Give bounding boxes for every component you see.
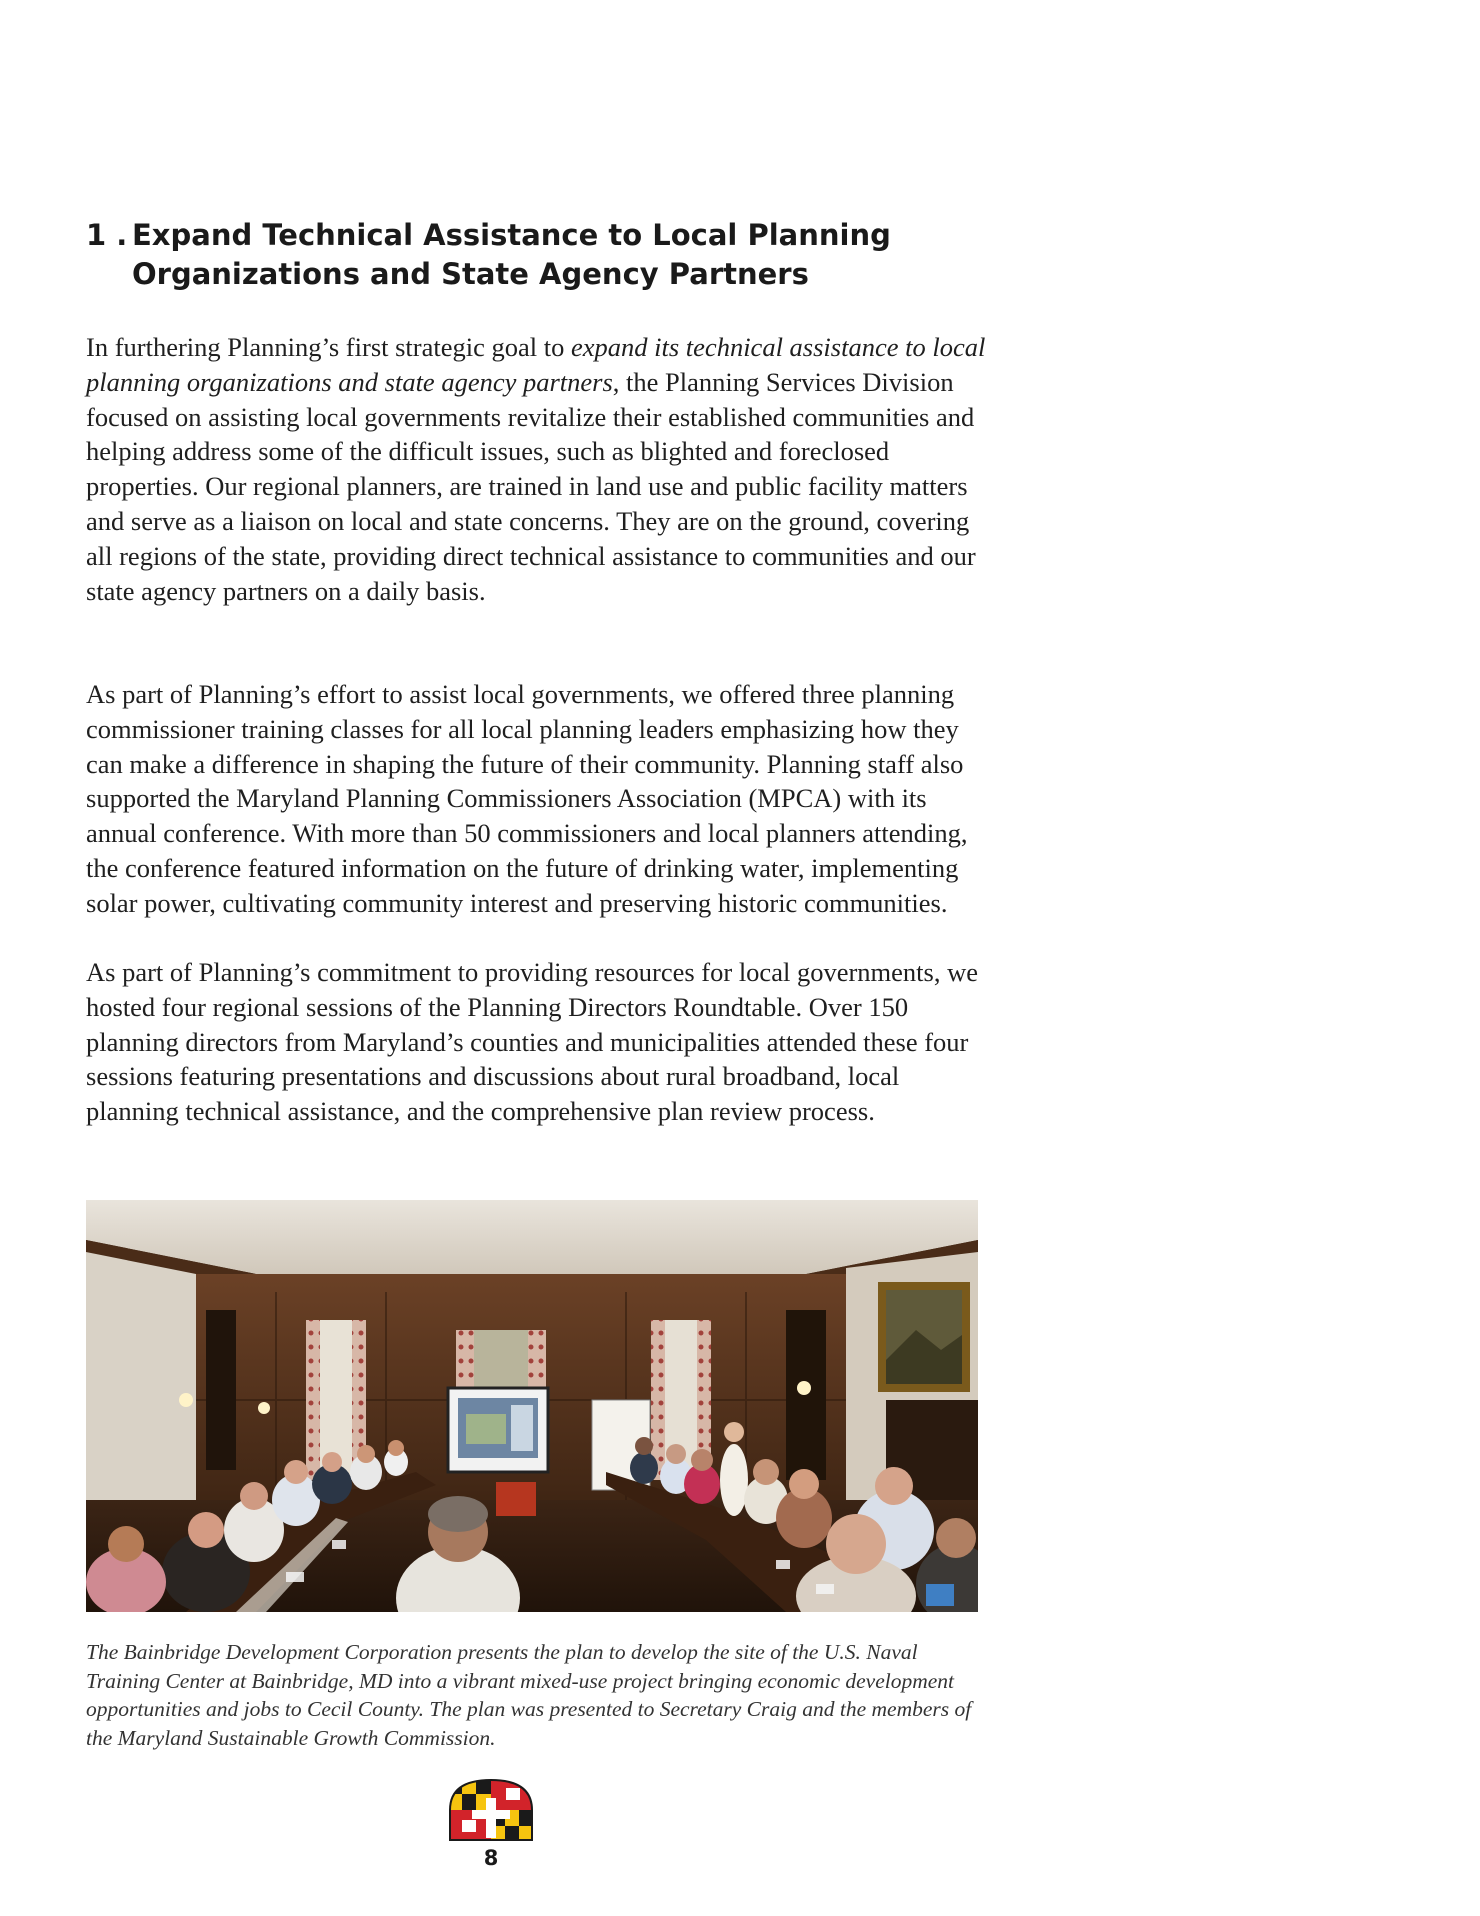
paragraph1-emphasis: expand its technical assistance to local planning organizations and state agency partners — [86, 332, 986, 397]
meeting-photo — [86, 1200, 978, 1612]
page-number: 8 — [483, 1846, 499, 1870]
maryland-flag-logo — [448, 1778, 534, 1842]
section-title-line1: Expand Technical Assistance to Local Planning — [132, 218, 891, 252]
paragraph-training-classes: As part of Planning’s effort to assist local governments, we offered three planning commissioner training classes for all local planning leaders emphasizing how they can make a difference in shaping the future of their community. Planning staff also supported the Maryland Planning Commissioners Association (MPCA) with its annual conference. With more than 50 commissioners and local planners attending, the conference featured information on the future of drinking water, implementing solar power, cultivating community interest and preserving historic communities. — [86, 679, 968, 918]
section-heading — [86, 216, 986, 294]
section-number: 1 . — [86, 218, 128, 252]
photo-caption: The Bainbridge Development Corporation presents the plan to develop the site of the U.S. Naval Training Center at Bainbridge, MD into a vibrant mixed-use project bringing economic development opportunities and jobs to Cecil County. The plan was presented to Secretary Craig and the members of the Maryland Sustainable Growth Commission. — [86, 1640, 972, 1750]
paragraph-strategic-goal — [86, 330, 986, 608]
paragraph1-lead: In furthering Planning’s first strategic goal to — [86, 332, 571, 362]
paragraph1-rest: , the Planning Services Division focused on assisting local governments revitalize their established communities and helping address some of the difficult issues, such as blighted and foreclosed properties. Our regional planners, are trained in land use and public facility matters and serve as a liaison on local and state concerns. They are on the ground, covering all regions of the state, providing direct technical assistance to communities and our state agency partners on a daily basis. — [86, 366, 976, 606]
paragraph-roundtable: As part of Planning’s commitment to providing resources for local governments, we hosted four regional sessions of the Planning Directors Roundtable. Over 150 planning directors from Maryland’s counties and municipalities attended these four sessions featuring presentations and discussions about rural broadband, local planning technical assistance, and the comprehensive plan review process. — [86, 957, 978, 1127]
section-title-line2: Organizations and State Agency Partners — [132, 257, 809, 291]
